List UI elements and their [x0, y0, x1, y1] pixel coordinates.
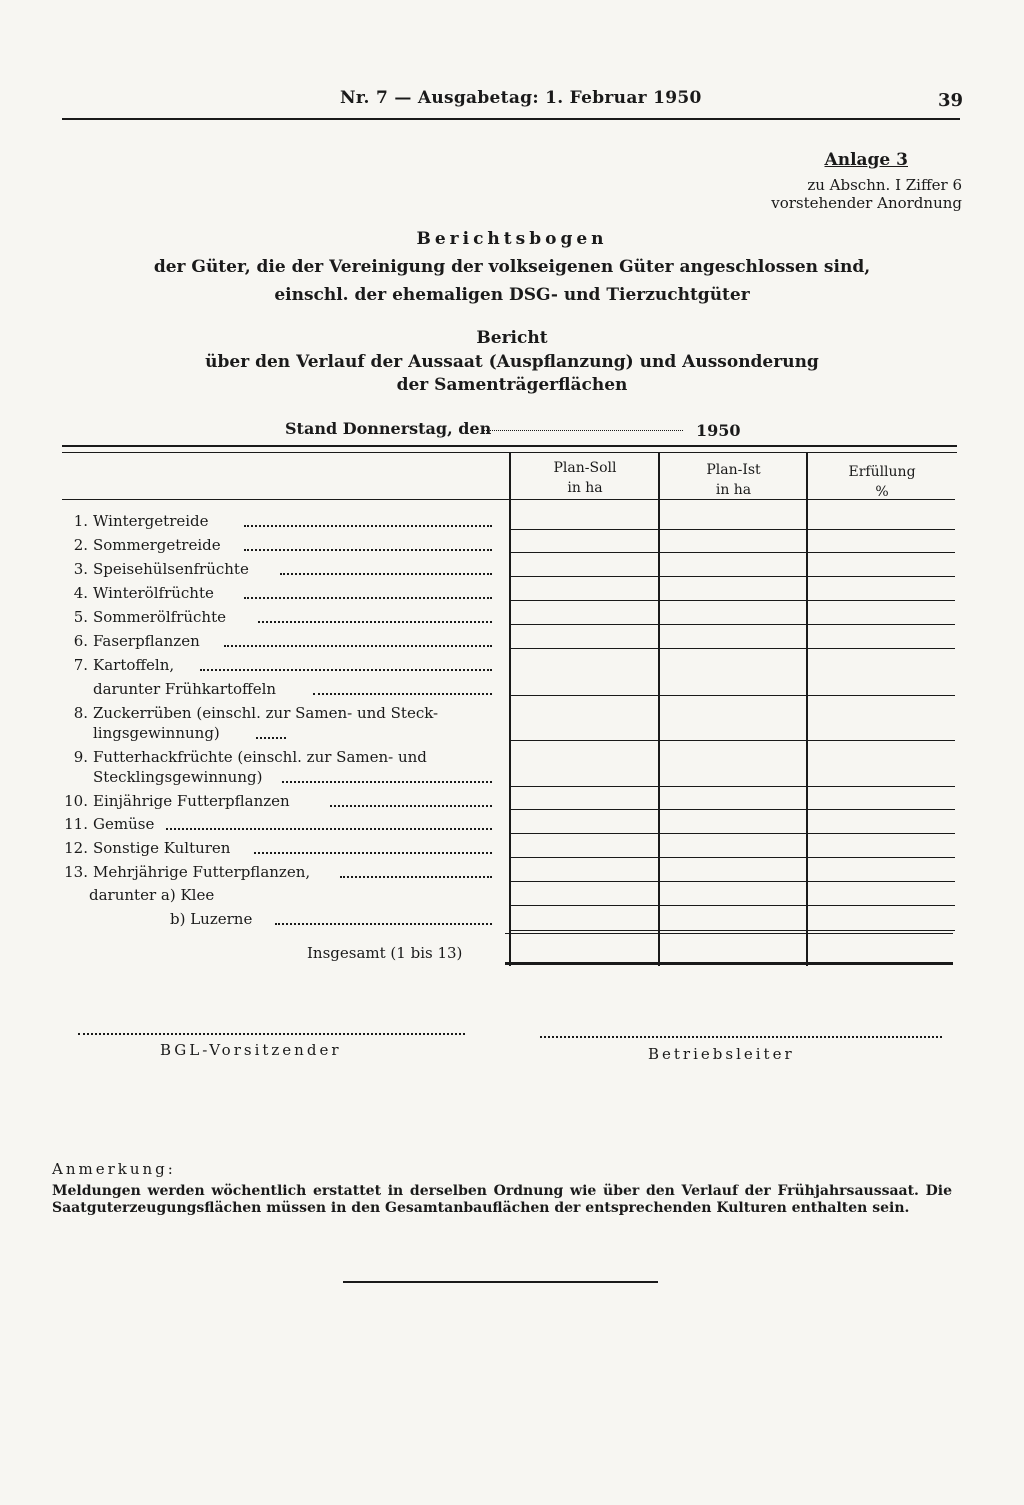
annex-ref-line2: vorstehender Anordnung [771, 194, 962, 212]
row-number: 8. [73, 704, 88, 722]
cell-line [660, 648, 807, 649]
row-number: 5. [73, 608, 88, 626]
row-label: Gemüse [93, 815, 155, 833]
row-number: 3. [73, 560, 88, 578]
dot-leader [280, 573, 492, 575]
row-number: 7. [73, 656, 88, 674]
cell-line [808, 786, 955, 787]
cell-line [660, 905, 807, 906]
table-row [55, 790, 290, 813]
cell-line [511, 881, 659, 882]
running-title: Nr. 7 — Ausgabetag: 1. Februar 1950 [340, 88, 702, 108]
table-row [62, 678, 276, 701]
row-label: Sommerölfrüchte [93, 608, 226, 626]
column-plan-ist-l2: in ha [715, 482, 752, 498]
title-line1: der Güter, die der Vereinigung der volkseigenen Güter angeschlossen sind, [153, 257, 871, 277]
cell-line [808, 695, 955, 696]
cell-line [808, 809, 955, 810]
row-number: 12. [64, 839, 88, 857]
report-line2: der Samenträgerflächen [396, 375, 628, 395]
row-label: lingsgewinnung) [93, 724, 220, 742]
note-title: Anmerkung: [52, 1160, 176, 1178]
dot-leader [166, 828, 492, 830]
cell-line [511, 857, 659, 858]
cell-line [511, 695, 659, 696]
cell-line [511, 648, 659, 649]
annex-title: Anlage 3 [824, 150, 908, 170]
row-label: Futterhackfrüchte (einschl. zur Samen- und [93, 748, 427, 766]
cell-line [660, 881, 807, 882]
cell-line [660, 576, 807, 577]
column-plan-ist-l1: Plan-Ist [706, 462, 761, 478]
total-rule-bottom [505, 962, 953, 965]
cell-line [808, 576, 955, 577]
cell-line [511, 809, 659, 810]
row-number: 10. [64, 792, 88, 810]
cell-line [808, 624, 955, 625]
cell-line [808, 857, 955, 858]
cell-line [511, 930, 659, 931]
cell-line [511, 624, 659, 625]
form-title: Berichtsbogen [416, 229, 608, 249]
column-erfuellung-l2: % [875, 484, 889, 500]
row-label: Sommergetreide [93, 536, 221, 554]
dot-leader [256, 737, 286, 739]
row-label: Einjährige Futterpflanzen [93, 792, 290, 810]
cell-line [660, 600, 807, 601]
cell-line [808, 881, 955, 882]
dot-leader [275, 923, 492, 925]
cell-line [808, 740, 955, 741]
cell-line [808, 905, 955, 906]
cell-line [660, 552, 807, 553]
title-line2: einschl. der ehemaligen DSG- und Tierzuchtgüter [274, 285, 750, 305]
cell-line [511, 833, 659, 834]
row-number: 6. [73, 632, 88, 650]
column-plan-soll-l1: Plan-Soll [553, 460, 617, 476]
cell-line [808, 833, 955, 834]
table-cell-grid [511, 453, 955, 973]
column-plan-soll-l2: in ha [567, 480, 603, 496]
table-row [62, 606, 226, 629]
signature-label-bgl: BGL-Vorsitzender [160, 1041, 342, 1059]
dot-leader [254, 852, 492, 854]
table-row [170, 908, 252, 931]
table-row [62, 654, 174, 677]
row-number: 11. [64, 815, 88, 833]
total-row [307, 942, 462, 965]
table-row [62, 630, 200, 653]
cell-line [808, 648, 955, 649]
header-rule [62, 118, 960, 120]
dot-leader [200, 669, 492, 671]
signature-line-betriebsleiter[interactable] [540, 1036, 942, 1038]
column-erfuellung-l1: Erfüllung [848, 464, 916, 480]
cell-line [511, 552, 659, 553]
row-label: Mehrjährige Futterpflanzen, [93, 863, 311, 881]
dot-leader [244, 597, 492, 599]
table-top-rule [62, 445, 957, 447]
cell-line [660, 624, 807, 625]
cell-line [511, 600, 659, 601]
cell-line [808, 529, 955, 530]
stand-label: Stand Donnerstag, den [285, 419, 492, 438]
table-row [62, 722, 220, 745]
table-row [62, 510, 209, 533]
row-label: Sonstige Kulturen [93, 839, 231, 857]
dot-leader [340, 876, 492, 878]
cell-line [660, 695, 807, 696]
row-number: 1. [73, 512, 88, 530]
cell-line [660, 809, 807, 810]
row-label: Winterölfrüchte [93, 584, 214, 602]
total-rule-top [505, 933, 953, 934]
cell-line [660, 930, 807, 931]
row-label: Wintergetreide [93, 512, 209, 530]
row-number: 2. [73, 536, 88, 554]
table-row [62, 534, 221, 557]
dot-leader [224, 645, 492, 647]
report-line1: über den Verlauf der Aussaat (Auspflanzung) und Aussonderung [205, 352, 819, 372]
table-row [55, 837, 230, 860]
dot-leader [258, 621, 492, 623]
signature-line-bgl[interactable] [78, 1033, 465, 1035]
cell-line [511, 786, 659, 787]
row-label: Stecklingsgewinnung) [93, 768, 263, 786]
report-heading: Bericht [476, 328, 548, 348]
page-number: 39 [938, 90, 964, 111]
date-blank-field[interactable] [483, 430, 683, 431]
signature-label-betriebsleiter: Betriebsleiter [648, 1045, 795, 1063]
cell-line [511, 905, 659, 906]
dot-leader [313, 693, 492, 695]
cell-line [660, 833, 807, 834]
table-row [89, 884, 214, 907]
annex-reference [771, 176, 962, 212]
cell-line [808, 930, 955, 931]
table-row [55, 813, 154, 836]
dot-leader [282, 781, 492, 783]
row-label: darunter Frühkartoffeln [93, 680, 277, 698]
cell-line [660, 786, 807, 787]
cell-line [808, 552, 955, 553]
table-row [62, 558, 249, 581]
cell-line [660, 529, 807, 530]
cell-line [660, 740, 807, 741]
dot-leader [244, 549, 492, 551]
row-label: Zuckerrüben (einschl. zur Samen- und Steck- [93, 704, 439, 722]
annex-ref-line1: zu Abschn. I Ziffer 6 [807, 176, 962, 194]
dot-leader [330, 805, 492, 807]
cell-line [511, 740, 659, 741]
cell-line [660, 857, 807, 858]
cell-line [511, 529, 659, 530]
row-label: darunter a) Klee [89, 886, 215, 904]
table-row [55, 861, 310, 884]
total-label: Insgesamt (1 bis 13) [307, 944, 463, 962]
row-label: Faserpflanzen [93, 632, 200, 650]
row-number: 4. [73, 584, 88, 602]
stand-year: 1950 [696, 421, 741, 440]
cell-line [808, 600, 955, 601]
row-label: Kartoffeln, [93, 656, 175, 674]
row-label: Speisehülsenfrüchte [93, 560, 249, 578]
closing-rule [343, 1281, 658, 1283]
table-row [62, 766, 262, 789]
cell-line [511, 576, 659, 577]
row-number: 9. [73, 748, 88, 766]
dot-leader [244, 525, 492, 527]
table-row [62, 582, 214, 605]
note-text: Meldungen werden wöchentlich erstattet in derselben Ordnung wie über den Verlauf der Frühjahrsaussaat. Die Saatguterzeugungsflächen müssen in den Gesamtanbauflächen der entsprechenden Kulturen enthalten sein. [52, 1183, 952, 1216]
row-label: b) Luzerne [170, 910, 253, 928]
row-number: 13. [64, 863, 88, 881]
